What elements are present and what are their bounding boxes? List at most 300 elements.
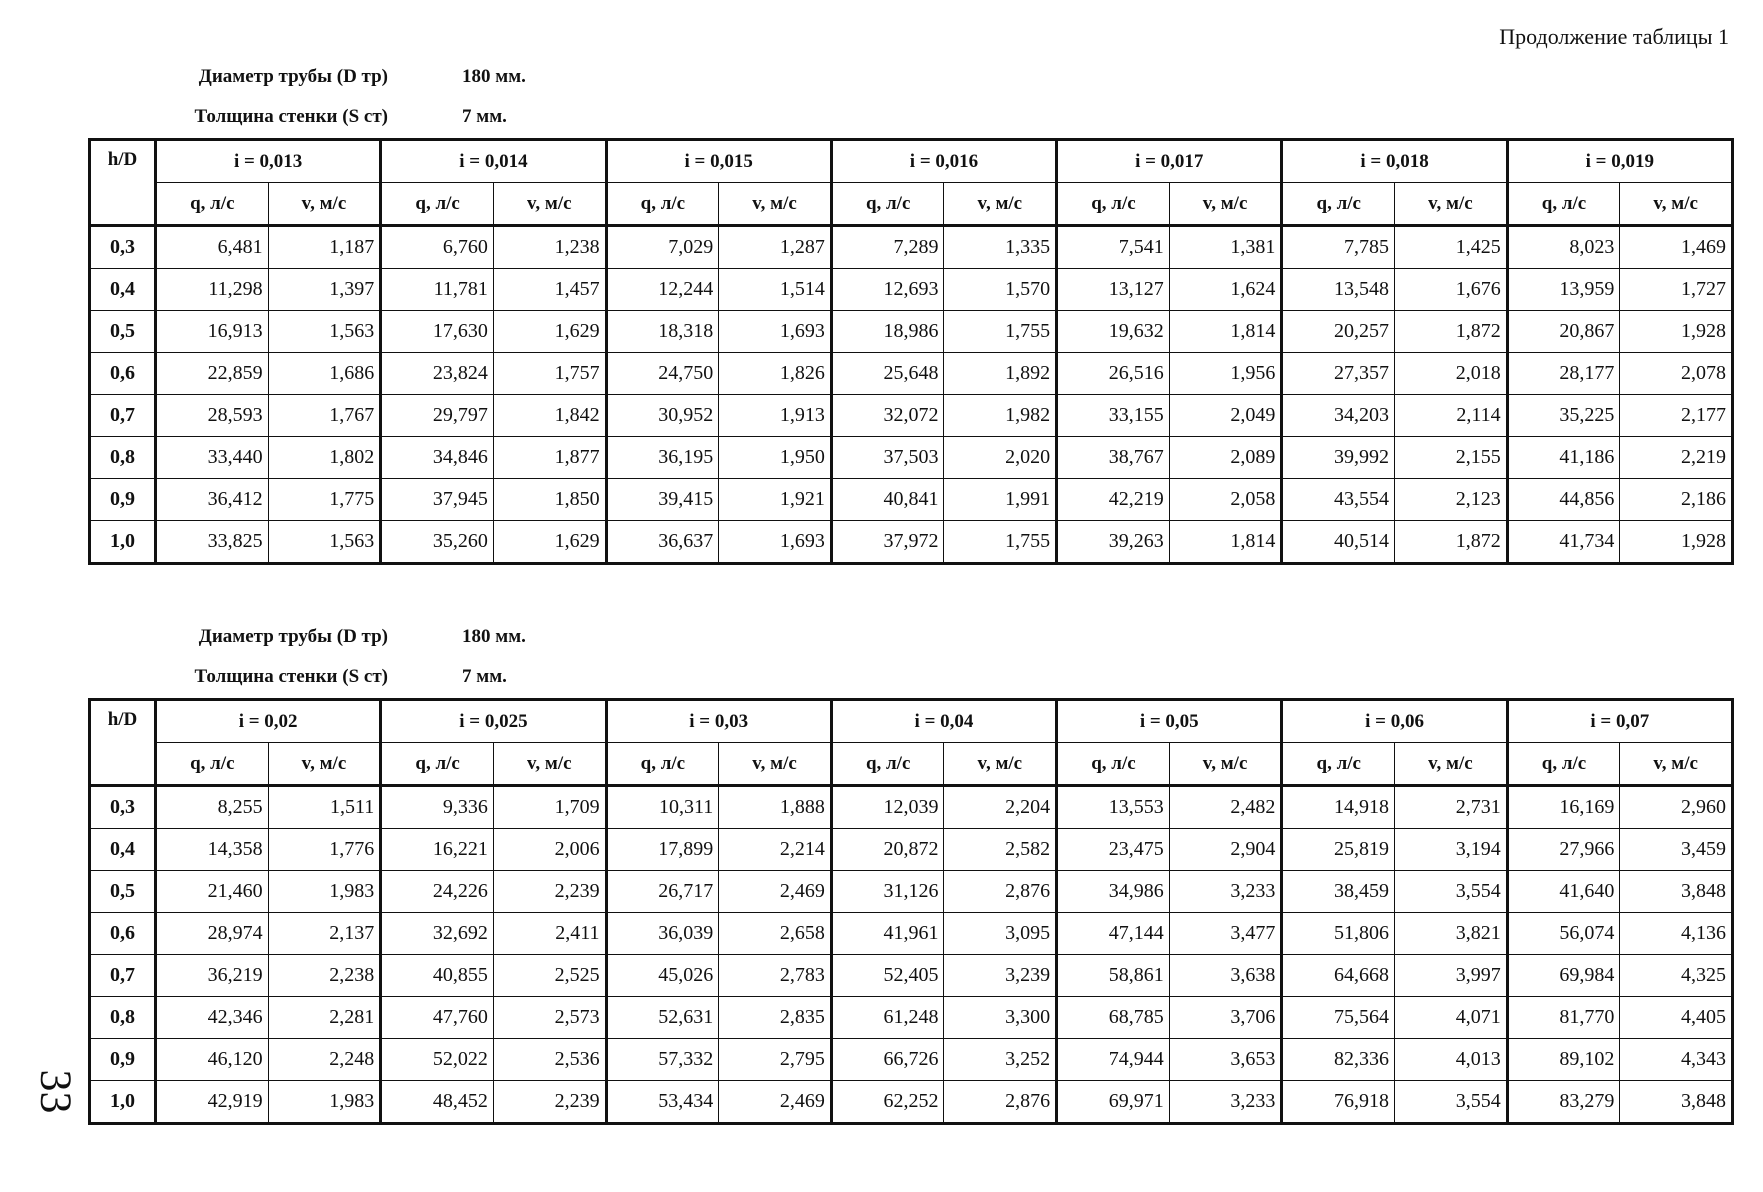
- velocity-cell: 1,693: [719, 311, 832, 353]
- flow-rate-cell: 41,640: [1507, 871, 1620, 913]
- hd-value: 0,6: [90, 913, 156, 955]
- q-header: q, л/с: [606, 183, 719, 226]
- velocity-cell: 2,536: [493, 1039, 606, 1081]
- flow-rate-cell: 20,872: [831, 829, 944, 871]
- velocity-cell: 1,983: [268, 871, 381, 913]
- velocity-cell: 2,006: [493, 829, 606, 871]
- flow-rate-cell: 40,841: [831, 479, 944, 521]
- table-row: [90, 955, 1733, 997]
- velocity-cell: 2,089: [1169, 437, 1282, 479]
- flow-rate-cell: 28,177: [1507, 353, 1620, 395]
- diameter-label: Диаметр трубы (D тр): [198, 626, 388, 647]
- table-row: [90, 311, 1733, 353]
- velocity-cell: 2,155: [1395, 437, 1508, 479]
- flow-rate-cell: 35,260: [381, 521, 494, 564]
- flow-rate-cell: 42,919: [156, 1081, 269, 1124]
- v-header: v, м/с: [719, 183, 832, 226]
- velocity-cell: 3,848: [1620, 871, 1733, 913]
- wall-thickness-value: 7 мм.: [462, 106, 507, 127]
- flow-rate-cell: 83,279: [1507, 1081, 1620, 1124]
- velocity-cell: 2,123: [1395, 479, 1508, 521]
- flow-rate-cell: 12,244: [606, 269, 719, 311]
- flow-rate-cell: 13,959: [1507, 269, 1620, 311]
- velocity-cell: 1,767: [268, 395, 381, 437]
- q-header: q, л/с: [1282, 743, 1395, 786]
- flow-rate-cell: 7,289: [831, 226, 944, 269]
- flow-rate-cell: 24,226: [381, 871, 494, 913]
- flow-rate-cell: 40,514: [1282, 521, 1395, 564]
- page-number: 33: [31, 1069, 81, 1114]
- hd-value: 0,6: [90, 353, 156, 395]
- flow-rate-cell: 52,631: [606, 997, 719, 1039]
- velocity-cell: 1,983: [268, 1081, 381, 1124]
- flow-rate-cell: 38,459: [1282, 871, 1395, 913]
- flow-rate-cell: 47,760: [381, 997, 494, 1039]
- header-row-slopes: [90, 140, 1733, 183]
- flow-rate-cell: 74,944: [1057, 1039, 1170, 1081]
- v-header: v, м/с: [944, 743, 1057, 786]
- hd-value: 1,0: [90, 521, 156, 564]
- hd-value: 0,7: [90, 955, 156, 997]
- flow-rate-cell: 14,918: [1282, 786, 1395, 829]
- velocity-cell: 1,814: [1169, 521, 1282, 564]
- q-header: q, л/с: [1057, 183, 1170, 226]
- table-row: [90, 437, 1733, 479]
- velocity-cell: 2,114: [1395, 395, 1508, 437]
- wall-thickness-row: [88, 658, 588, 698]
- velocity-cell: 2,582: [944, 829, 1057, 871]
- flow-rate-cell: 41,961: [831, 913, 944, 955]
- flow-rate-cell: 24,750: [606, 353, 719, 395]
- velocity-cell: 3,233: [1169, 871, 1282, 913]
- flow-rate-cell: 11,298: [156, 269, 269, 311]
- table-row: [90, 997, 1733, 1039]
- hd-value: 0,8: [90, 997, 156, 1039]
- q-header: q, л/с: [381, 743, 494, 786]
- velocity-cell: 2,411: [493, 913, 606, 955]
- flow-rate-cell: 69,971: [1057, 1081, 1170, 1124]
- velocity-cell: 1,425: [1395, 226, 1508, 269]
- flow-table: [88, 138, 1734, 565]
- velocity-cell: 2,469: [719, 871, 832, 913]
- velocity-cell: 1,563: [268, 311, 381, 353]
- velocity-cell: 1,928: [1620, 521, 1733, 564]
- flow-rate-cell: 18,986: [831, 311, 944, 353]
- flow-rate-cell: 36,039: [606, 913, 719, 955]
- table-row: [90, 1081, 1733, 1124]
- flow-rate-cell: 36,219: [156, 955, 269, 997]
- flow-rate-cell: 13,127: [1057, 269, 1170, 311]
- velocity-cell: 2,049: [1169, 395, 1282, 437]
- hd-value: 0,3: [90, 226, 156, 269]
- flow-rate-cell: 16,221: [381, 829, 494, 871]
- v-header: v, м/с: [1395, 743, 1508, 786]
- flow-rate-cell: 34,203: [1282, 395, 1395, 437]
- slope-header: i = 0,016: [831, 140, 1056, 183]
- flow-rate-cell: 23,475: [1057, 829, 1170, 871]
- velocity-cell: 1,187: [268, 226, 381, 269]
- velocity-cell: 1,514: [719, 269, 832, 311]
- hd-value: 0,9: [90, 479, 156, 521]
- flow-rate-cell: 26,717: [606, 871, 719, 913]
- table-row: [90, 269, 1733, 311]
- hd-value: 0,5: [90, 311, 156, 353]
- flow-rate-cell: 27,357: [1282, 353, 1395, 395]
- velocity-cell: 3,252: [944, 1039, 1057, 1081]
- table-row: [90, 479, 1733, 521]
- velocity-cell: 1,872: [1395, 311, 1508, 353]
- flow-rate-cell: 38,767: [1057, 437, 1170, 479]
- velocity-cell: 2,137: [268, 913, 381, 955]
- flow-rate-cell: 75,564: [1282, 997, 1395, 1039]
- velocity-cell: 2,795: [719, 1039, 832, 1081]
- flow-rate-cell: 30,952: [606, 395, 719, 437]
- velocity-cell: 1,238: [493, 226, 606, 269]
- flow-rate-cell: 33,825: [156, 521, 269, 564]
- table-row: [90, 226, 1733, 269]
- flow-rate-cell: 33,440: [156, 437, 269, 479]
- velocity-cell: 3,706: [1169, 997, 1282, 1039]
- flow-rate-cell: 29,797: [381, 395, 494, 437]
- velocity-cell: 3,300: [944, 997, 1057, 1039]
- slope-header: i = 0,02: [156, 700, 381, 743]
- velocity-cell: 3,848: [1620, 1081, 1733, 1124]
- flow-rate-cell: 46,120: [156, 1039, 269, 1081]
- velocity-cell: 1,755: [944, 521, 1057, 564]
- flow-rate-cell: 32,072: [831, 395, 944, 437]
- flow-rate-cell: 36,637: [606, 521, 719, 564]
- q-header: q, л/с: [156, 183, 269, 226]
- flow-rate-cell: 61,248: [831, 997, 944, 1039]
- flow-rate-cell: 64,668: [1282, 955, 1395, 997]
- slope-header: i = 0,06: [1282, 700, 1507, 743]
- header-row-slopes: [90, 700, 1733, 743]
- flow-table: [88, 698, 1734, 1125]
- velocity-cell: 3,997: [1395, 955, 1508, 997]
- flow-rate-cell: 32,692: [381, 913, 494, 955]
- flow-rate-cell: 41,186: [1507, 437, 1620, 479]
- flow-rate-cell: 26,516: [1057, 353, 1170, 395]
- table-row: [90, 521, 1733, 564]
- q-header: q, л/с: [381, 183, 494, 226]
- flow-rate-cell: 45,026: [606, 955, 719, 997]
- diameter-row: [88, 58, 588, 98]
- v-header: v, м/с: [268, 183, 381, 226]
- velocity-cell: 4,013: [1395, 1039, 1508, 1081]
- v-header: v, м/с: [944, 183, 1057, 226]
- diameter-row: [88, 618, 588, 658]
- velocity-cell: 1,950: [719, 437, 832, 479]
- velocity-cell: 1,956: [1169, 353, 1282, 395]
- wall-thickness-label: Толщина стенки (S ст): [194, 666, 388, 687]
- hd-header: h/D: [90, 140, 156, 226]
- flow-rate-cell: 12,039: [831, 786, 944, 829]
- hd-value: 0,4: [90, 269, 156, 311]
- velocity-cell: 2,239: [493, 1081, 606, 1124]
- q-header: q, л/с: [606, 743, 719, 786]
- table-block-2: [88, 618, 1734, 1125]
- velocity-cell: 1,563: [268, 521, 381, 564]
- flow-rate-cell: 23,824: [381, 353, 494, 395]
- velocity-cell: 1,693: [719, 521, 832, 564]
- wall-thickness-label: Толщина стенки (S ст): [194, 106, 388, 127]
- velocity-cell: 1,928: [1620, 311, 1733, 353]
- velocity-cell: 2,239: [493, 871, 606, 913]
- flow-rate-cell: 51,806: [1282, 913, 1395, 955]
- flow-rate-cell: 58,861: [1057, 955, 1170, 997]
- flow-rate-cell: 47,144: [1057, 913, 1170, 955]
- flow-rate-cell: 34,986: [1057, 871, 1170, 913]
- velocity-cell: 1,686: [268, 353, 381, 395]
- v-header: v, м/с: [1620, 743, 1733, 786]
- v-header: v, м/с: [493, 743, 606, 786]
- slope-header: i = 0,019: [1507, 140, 1732, 183]
- velocity-cell: 2,835: [719, 997, 832, 1039]
- flow-rate-cell: 81,770: [1507, 997, 1620, 1039]
- flow-rate-cell: 53,434: [606, 1081, 719, 1124]
- flow-rate-cell: 13,548: [1282, 269, 1395, 311]
- flow-rate-cell: 48,452: [381, 1081, 494, 1124]
- velocity-cell: 2,658: [719, 913, 832, 955]
- flow-rate-cell: 68,785: [1057, 997, 1170, 1039]
- velocity-cell: 1,397: [268, 269, 381, 311]
- slope-header: i = 0,04: [831, 700, 1056, 743]
- velocity-cell: 4,405: [1620, 997, 1733, 1039]
- flow-rate-cell: 44,856: [1507, 479, 1620, 521]
- flow-rate-cell: 89,102: [1507, 1039, 1620, 1081]
- flow-rate-cell: 57,332: [606, 1039, 719, 1081]
- velocity-cell: 1,709: [493, 786, 606, 829]
- velocity-cell: 1,381: [1169, 226, 1282, 269]
- velocity-cell: 2,219: [1620, 437, 1733, 479]
- velocity-cell: 1,457: [493, 269, 606, 311]
- velocity-cell: 1,802: [268, 437, 381, 479]
- velocity-cell: 1,982: [944, 395, 1057, 437]
- velocity-cell: 2,960: [1620, 786, 1733, 829]
- flow-rate-cell: 52,405: [831, 955, 944, 997]
- flow-rate-cell: 76,918: [1282, 1081, 1395, 1124]
- velocity-cell: 3,653: [1169, 1039, 1282, 1081]
- q-header: q, л/с: [831, 743, 944, 786]
- velocity-cell: 2,876: [944, 1081, 1057, 1124]
- q-header: q, л/с: [1507, 183, 1620, 226]
- velocity-cell: 4,325: [1620, 955, 1733, 997]
- flow-rate-cell: 19,632: [1057, 311, 1170, 353]
- velocity-cell: 1,570: [944, 269, 1057, 311]
- q-header: q, л/с: [1057, 743, 1170, 786]
- flow-rate-cell: 22,859: [156, 353, 269, 395]
- table-row: [90, 395, 1733, 437]
- table-row: [90, 786, 1733, 829]
- velocity-cell: 1,776: [268, 829, 381, 871]
- velocity-cell: 3,821: [1395, 913, 1508, 955]
- table-row: [90, 829, 1733, 871]
- velocity-cell: 2,020: [944, 437, 1057, 479]
- velocity-cell: 1,877: [493, 437, 606, 479]
- velocity-cell: 1,335: [944, 226, 1057, 269]
- q-header: q, л/с: [156, 743, 269, 786]
- slope-header: i = 0,014: [381, 140, 606, 183]
- flow-rate-cell: 14,358: [156, 829, 269, 871]
- velocity-cell: 1,842: [493, 395, 606, 437]
- velocity-cell: 2,238: [268, 955, 381, 997]
- velocity-cell: 2,876: [944, 871, 1057, 913]
- velocity-cell: 2,018: [1395, 353, 1508, 395]
- hd-header: h/D: [90, 700, 156, 786]
- table-row: [90, 353, 1733, 395]
- velocity-cell: 1,469: [1620, 226, 1733, 269]
- velocity-cell: 1,913: [719, 395, 832, 437]
- v-header: v, м/с: [493, 183, 606, 226]
- flow-rate-cell: 39,415: [606, 479, 719, 521]
- flow-rate-cell: 62,252: [831, 1081, 944, 1124]
- diameter-value: 180 мм.: [462, 626, 526, 647]
- diameter-value: 180 мм.: [462, 66, 526, 87]
- flow-rate-cell: 28,593: [156, 395, 269, 437]
- flow-rate-cell: 56,074: [1507, 913, 1620, 955]
- flow-rate-cell: 33,155: [1057, 395, 1170, 437]
- flow-rate-cell: 17,630: [381, 311, 494, 353]
- velocity-cell: 3,638: [1169, 955, 1282, 997]
- flow-rate-cell: 25,648: [831, 353, 944, 395]
- flow-rate-cell: 20,257: [1282, 311, 1395, 353]
- velocity-cell: 2,177: [1620, 395, 1733, 437]
- flow-rate-cell: 39,263: [1057, 521, 1170, 564]
- velocity-cell: 2,731: [1395, 786, 1508, 829]
- flow-rate-cell: 37,972: [831, 521, 944, 564]
- velocity-cell: 3,554: [1395, 871, 1508, 913]
- flow-rate-cell: 16,913: [156, 311, 269, 353]
- flow-rate-cell: 25,819: [1282, 829, 1395, 871]
- table-block-1: [88, 58, 1734, 565]
- flow-rate-cell: 52,022: [381, 1039, 494, 1081]
- hd-value: 0,7: [90, 395, 156, 437]
- flow-rate-cell: 34,846: [381, 437, 494, 479]
- flow-rate-cell: 8,255: [156, 786, 269, 829]
- flow-rate-cell: 31,126: [831, 871, 944, 913]
- flow-rate-cell: 27,966: [1507, 829, 1620, 871]
- velocity-cell: 1,755: [944, 311, 1057, 353]
- velocity-cell: 1,727: [1620, 269, 1733, 311]
- velocity-cell: 1,991: [944, 479, 1057, 521]
- flow-rate-cell: 28,974: [156, 913, 269, 955]
- flow-rate-cell: 16,169: [1507, 786, 1620, 829]
- flow-rate-cell: 6,481: [156, 226, 269, 269]
- flow-rate-cell: 40,855: [381, 955, 494, 997]
- flow-rate-cell: 82,336: [1282, 1039, 1395, 1081]
- velocity-cell: 3,459: [1620, 829, 1733, 871]
- table-row: [90, 871, 1733, 913]
- velocity-cell: 1,921: [719, 479, 832, 521]
- q-header: q, л/с: [831, 183, 944, 226]
- header-row-units: [90, 183, 1733, 226]
- velocity-cell: 3,233: [1169, 1081, 1282, 1124]
- velocity-cell: 2,186: [1620, 479, 1733, 521]
- velocity-cell: 2,469: [719, 1081, 832, 1124]
- flow-rate-cell: 66,726: [831, 1039, 944, 1081]
- slope-header: i = 0,03: [606, 700, 831, 743]
- table-meta: [88, 618, 1734, 698]
- flow-rate-cell: 18,318: [606, 311, 719, 353]
- flow-rate-cell: 10,311: [606, 786, 719, 829]
- flow-rate-cell: 43,554: [1282, 479, 1395, 521]
- velocity-cell: 3,477: [1169, 913, 1282, 955]
- velocity-cell: 1,629: [493, 311, 606, 353]
- q-header: q, л/с: [1507, 743, 1620, 786]
- q-header: q, л/с: [1282, 183, 1395, 226]
- v-header: v, м/с: [1395, 183, 1508, 226]
- velocity-cell: 4,071: [1395, 997, 1508, 1039]
- slope-header: i = 0,025: [381, 700, 606, 743]
- velocity-cell: 1,826: [719, 353, 832, 395]
- velocity-cell: 2,214: [719, 829, 832, 871]
- flow-rate-cell: 8,023: [1507, 226, 1620, 269]
- velocity-cell: 1,888: [719, 786, 832, 829]
- v-header: v, м/с: [719, 743, 832, 786]
- flow-rate-cell: 20,867: [1507, 311, 1620, 353]
- velocity-cell: 2,058: [1169, 479, 1282, 521]
- flow-rate-cell: 13,553: [1057, 786, 1170, 829]
- velocity-cell: 1,814: [1169, 311, 1282, 353]
- wall-thickness-value: 7 мм.: [462, 666, 507, 687]
- table-row: [90, 913, 1733, 955]
- velocity-cell: 1,629: [493, 521, 606, 564]
- hd-value: 1,0: [90, 1081, 156, 1124]
- flow-rate-cell: 37,503: [831, 437, 944, 479]
- flow-rate-cell: 12,693: [831, 269, 944, 311]
- velocity-cell: 3,554: [1395, 1081, 1508, 1124]
- velocity-cell: 3,194: [1395, 829, 1508, 871]
- flow-rate-cell: 9,336: [381, 786, 494, 829]
- flow-rate-cell: 36,412: [156, 479, 269, 521]
- flow-rate-cell: 42,219: [1057, 479, 1170, 521]
- hd-value: 0,4: [90, 829, 156, 871]
- v-header: v, м/с: [268, 743, 381, 786]
- slope-header: i = 0,017: [1057, 140, 1282, 183]
- flow-rate-cell: 69,984: [1507, 955, 1620, 997]
- flow-rate-cell: 7,541: [1057, 226, 1170, 269]
- slope-header: i = 0,05: [1057, 700, 1282, 743]
- hd-value: 0,8: [90, 437, 156, 479]
- header-row-units: [90, 743, 1733, 786]
- velocity-cell: 1,287: [719, 226, 832, 269]
- velocity-cell: 1,892: [944, 353, 1057, 395]
- v-header: v, м/с: [1620, 183, 1733, 226]
- hd-value: 0,3: [90, 786, 156, 829]
- velocity-cell: 1,775: [268, 479, 381, 521]
- velocity-cell: 4,136: [1620, 913, 1733, 955]
- wall-thickness-row: [88, 98, 588, 138]
- flow-rate-cell: 21,460: [156, 871, 269, 913]
- flow-rate-cell: 7,029: [606, 226, 719, 269]
- flow-rate-cell: 7,785: [1282, 226, 1395, 269]
- slope-header: i = 0,07: [1507, 700, 1732, 743]
- flow-rate-cell: 36,195: [606, 437, 719, 479]
- velocity-cell: 1,872: [1395, 521, 1508, 564]
- velocity-cell: 1,676: [1395, 269, 1508, 311]
- diameter-label: Диаметр трубы (D тр): [198, 66, 388, 87]
- velocity-cell: 2,078: [1620, 353, 1733, 395]
- velocity-cell: 2,482: [1169, 786, 1282, 829]
- flow-rate-cell: 35,225: [1507, 395, 1620, 437]
- velocity-cell: 4,343: [1620, 1039, 1733, 1081]
- velocity-cell: 1,511: [268, 786, 381, 829]
- hd-value: 0,5: [90, 871, 156, 913]
- flow-rate-cell: 41,734: [1507, 521, 1620, 564]
- hd-value: 0,9: [90, 1039, 156, 1081]
- velocity-cell: 3,239: [944, 955, 1057, 997]
- velocity-cell: 3,095: [944, 913, 1057, 955]
